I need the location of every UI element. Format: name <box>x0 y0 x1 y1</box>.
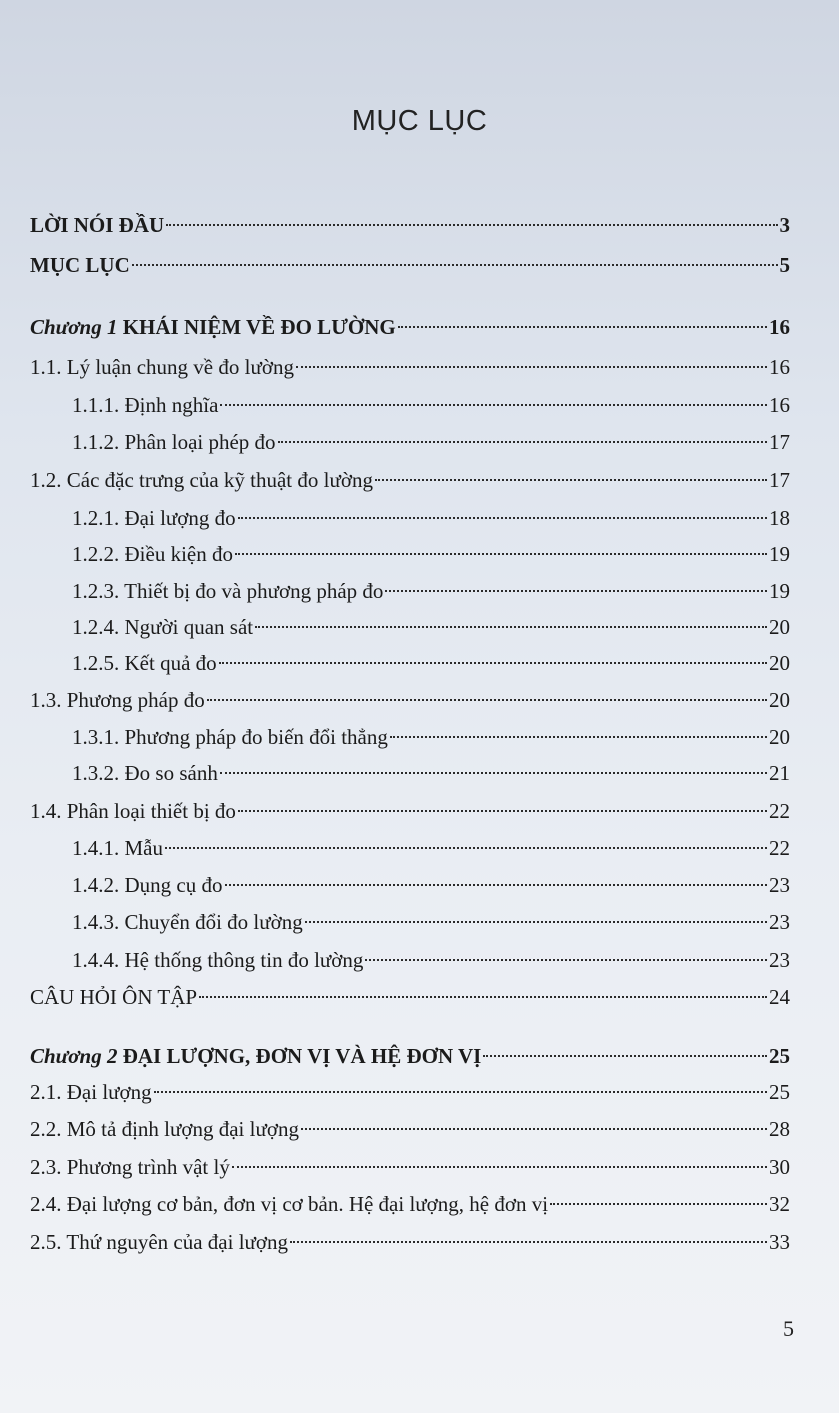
toc-entry-label <box>30 683 205 717</box>
toc-entry-label <box>30 794 236 828</box>
toc-entry-text: 2.5. Thứ nguyên của đại lượng <box>30 1230 289 1254</box>
toc-entry-page: 17 <box>769 430 790 454</box>
chapter-prefix: Chương 1 <box>30 315 118 339</box>
toc-entry-text: 1.1. Lý luận chung về đo lường <box>30 355 294 379</box>
toc-entry-text: 1.2.4. Người quan sát <box>72 615 254 639</box>
toc-entry <box>30 501 790 535</box>
dot-leader <box>550 1203 767 1205</box>
toc-entry-page: 30 <box>769 1155 790 1179</box>
dot-leader <box>165 847 767 849</box>
toc-entry-text: 2.3. Phương trình vật lý <box>30 1155 230 1179</box>
toc-entry-page: 5 <box>779 253 790 277</box>
toc-entry-label <box>30 646 217 680</box>
dot-leader <box>232 1166 767 1168</box>
toc-entry <box>30 574 790 608</box>
toc-entry-text: 1.1.1. Định nghĩa <box>72 393 219 417</box>
toc-entry-page: 33 <box>769 1230 790 1254</box>
toc-entry-label <box>30 868 223 902</box>
toc-entry-label <box>30 980 197 1014</box>
toc-entry <box>30 683 790 717</box>
toc-entry <box>30 905 790 939</box>
toc-entry-label <box>30 208 164 242</box>
toc-entry-label <box>30 425 276 459</box>
toc-entry-page: 17 <box>769 468 790 492</box>
dot-leader <box>390 736 767 738</box>
toc-entry-page: 22 <box>769 799 790 823</box>
dot-leader <box>301 1128 767 1130</box>
toc-entry-text: MỤC LỤC <box>30 253 130 277</box>
toc-entry-page: 23 <box>769 873 790 897</box>
toc-entry <box>30 388 790 422</box>
chapter-prefix: Chương 2 <box>30 1044 118 1068</box>
dot-leader <box>375 479 767 481</box>
dot-leader <box>225 884 768 886</box>
toc-entry-text: 1.2. Các đặc trưng của kỹ thuật đo lường <box>30 468 373 492</box>
toc-entry-page: 16 <box>769 355 790 379</box>
toc-entry-label <box>30 610 253 644</box>
toc-entry <box>30 310 790 344</box>
toc-entry-label <box>30 350 294 384</box>
toc-entry <box>30 208 790 242</box>
toc-entry <box>30 1187 790 1221</box>
dot-leader <box>132 264 778 266</box>
toc-entry-page: 20 <box>769 651 790 675</box>
toc-entry <box>30 943 790 977</box>
toc-entry <box>30 1150 790 1184</box>
toc-entry-page: 16 <box>769 393 790 417</box>
dot-leader <box>365 959 767 961</box>
dot-leader <box>199 996 767 998</box>
toc-entry <box>30 350 790 384</box>
toc-entry <box>30 610 790 644</box>
toc-entry-text: CÂU HỎI ÔN TẬP <box>30 985 198 1009</box>
toc-entry-page: 28 <box>769 1117 790 1141</box>
dot-leader <box>238 517 767 519</box>
toc-entry-page: 32 <box>769 1192 790 1216</box>
dot-leader <box>220 772 767 774</box>
toc-entry-label <box>30 310 396 344</box>
toc-entry-text: 1.4. Phân loại thiết bị đo <box>30 799 236 823</box>
toc-entry-page: 22 <box>769 836 790 860</box>
toc-entry <box>30 248 790 282</box>
toc-entry-text: 1.4.1. Mẫu <box>72 836 163 860</box>
toc-entry-page: 19 <box>769 542 790 566</box>
toc-entry-page: 3 <box>779 213 790 237</box>
toc-entry-label <box>30 831 163 865</box>
toc-entry-text: 1.2.1. Đại lượng đo <box>72 506 236 530</box>
toc-entry-label <box>30 1112 299 1146</box>
toc-entry-text: 1.4.2. Dụng cụ đo <box>72 873 223 897</box>
toc-entry-page: 16 <box>769 315 790 339</box>
dot-leader <box>296 366 767 368</box>
dot-leader <box>220 404 767 406</box>
toc-entry-label <box>30 905 303 939</box>
toc-entry <box>30 794 790 828</box>
toc-entry <box>30 1112 790 1146</box>
toc-entry <box>30 646 790 680</box>
toc-entry-label <box>30 943 363 977</box>
toc-entry-text: 2.1. Đại lượng <box>30 1080 152 1104</box>
toc-entry-text: 2.4. Đại lượng cơ bản, đơn vị cơ bản. Hệ đại lượng, hệ đơn vị <box>30 1192 549 1216</box>
toc-entry-label <box>30 537 233 571</box>
dot-leader <box>278 441 767 443</box>
toc-entry-text: 1.3. Phương pháp đo <box>30 688 205 712</box>
toc-entry-page: 19 <box>769 579 790 603</box>
toc-entry-page: 20 <box>769 688 790 712</box>
toc-entry-page: 24 <box>769 985 790 1009</box>
toc-entry-text: 1.4.4. Hệ thống thông tin đo lường <box>72 948 364 972</box>
toc-entry <box>30 868 790 902</box>
toc-entry <box>30 425 790 459</box>
dot-leader <box>483 1055 767 1057</box>
toc-entry <box>30 1225 790 1259</box>
toc-entry-page: 25 <box>769 1044 790 1068</box>
toc-entry-text: ĐẠI LƯỢNG, ĐƠN VỊ VÀ HỆ ĐƠN VỊ <box>122 1044 482 1068</box>
toc-entry-text: 1.2.5. Kết quả đo <box>72 651 217 675</box>
dot-leader <box>238 810 767 812</box>
toc-entry-text: 1.4.3. Chuyển đổi đo lường <box>72 910 303 934</box>
toc-entry <box>30 463 790 497</box>
toc-entry-page: 21 <box>769 761 790 785</box>
toc-entry-label <box>30 756 218 790</box>
toc-entry <box>30 980 790 1014</box>
toc-entry <box>30 720 790 754</box>
toc-entry-text: 1.3.1. Phương pháp đo biến đổi thẳng <box>72 725 388 749</box>
toc-entry-label <box>30 463 373 497</box>
toc-entry-label <box>30 248 130 282</box>
toc-entry-page: 23 <box>769 948 790 972</box>
page-title: MỤC LỤC <box>351 105 488 137</box>
toc-entry <box>30 756 790 790</box>
toc-entry-text: 1.2.3. Thiết bị đo và phương pháp đo <box>72 579 384 603</box>
toc-entry-text: LỜI NÓI ĐẦU <box>30 213 165 237</box>
dot-leader <box>305 921 767 923</box>
dot-leader <box>255 626 767 628</box>
toc-entry <box>30 1039 790 1073</box>
toc-entry-label <box>30 1150 230 1184</box>
page-number: 5 <box>783 1316 794 1341</box>
dot-leader <box>207 699 767 701</box>
dot-leader <box>235 553 767 555</box>
toc-entry <box>30 537 790 571</box>
toc-entry <box>30 831 790 865</box>
toc-entry-label <box>30 1075 152 1109</box>
toc-entry-label <box>30 720 388 754</box>
toc-entry-text: KHÁI NIỆM VỀ ĐO LƯỜNG <box>122 315 396 339</box>
toc-entry-page: 20 <box>769 615 790 639</box>
toc-entry <box>30 1075 790 1109</box>
toc-entry-text: 1.2.2. Điều kiện đo <box>72 542 233 566</box>
toc-entry-text: 1.1.2. Phân loại phép đo <box>72 430 276 454</box>
dot-leader <box>290 1241 767 1243</box>
toc-entry-label <box>30 1039 481 1073</box>
toc-entry-page: 18 <box>769 506 790 530</box>
toc-entry-label <box>30 1187 548 1221</box>
toc-entry-label <box>30 501 236 535</box>
toc-entry-text: 2.2. Mô tả định lượng đại lượng <box>30 1117 299 1141</box>
toc-entry-page: 23 <box>769 910 790 934</box>
toc-entry-label <box>30 1225 288 1259</box>
dot-leader <box>385 590 767 592</box>
dot-leader <box>398 326 767 328</box>
toc-entry-label <box>30 388 218 422</box>
dot-leader <box>154 1091 767 1093</box>
dot-leader <box>166 224 777 226</box>
toc-entry-page: 20 <box>769 725 790 749</box>
toc-entry-text: 1.3.2. Đo so sánh <box>72 761 218 785</box>
dot-leader <box>219 662 767 664</box>
toc-entry-page: 25 <box>769 1080 790 1104</box>
toc-entry-label <box>30 574 383 608</box>
